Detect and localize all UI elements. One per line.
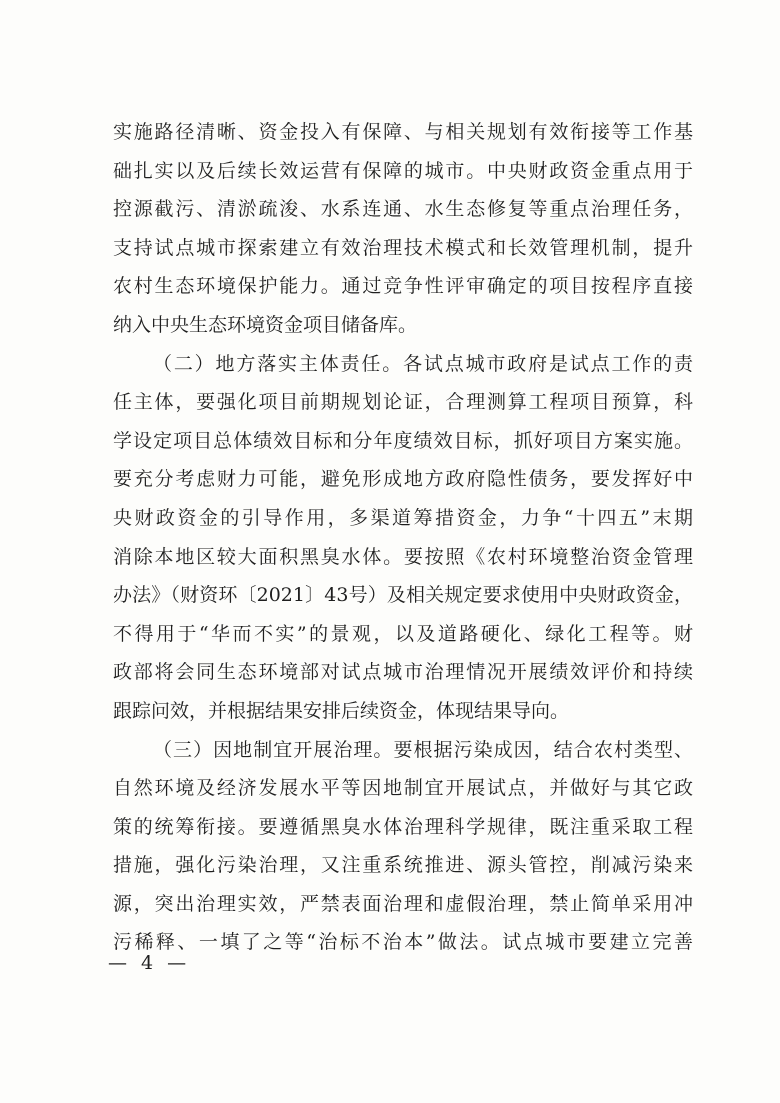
section-heading-line: （三）因地制宜开展治理。要根据污染成因，结合农村类型、 bbox=[153, 738, 693, 761]
text-line: 学设定项目总体绩效目标和分年度绩效目标，抓好项目方案实施。 bbox=[113, 429, 693, 452]
text-line: 消除本地区较大面积黑臭水体。要按照《农村环境整治资金管理 bbox=[113, 545, 693, 568]
text-line: 策的统筹衔接。要遵循黑臭水体治理科学规律，既注重采取工程 bbox=[113, 815, 693, 838]
text-line: 源，突出治理实效，严禁表面治理和虚假治理，禁止简单采用冲 bbox=[113, 892, 693, 915]
text-line: 污稀释、一填了之等“治标不治本”做法。试点城市要建立完善 bbox=[113, 931, 693, 954]
text-line: 央财政资金的引导作用，多渠道筹措资金，力争“十四五”末期 bbox=[113, 506, 693, 529]
text-line: 实施路径清晰、资金投入有保障、与相关规划有效衔接等工作基 bbox=[113, 121, 693, 143]
text-line: 措施，强化污染治理，又注重系统推进、源头管控，削减污染来 bbox=[113, 854, 693, 877]
text-line: 自然环境及经济发展水平等因地制宜开展试点，并做好与其它政 bbox=[113, 777, 693, 800]
text-line: 农村生态环境保护能力。通过竞争性评审确定的项目按程序直接 bbox=[113, 275, 693, 298]
text-line: 任主体，要强化项目前期规划论证，合理测算工程项目预算，科 bbox=[113, 391, 693, 414]
page-number: — 4 — bbox=[108, 952, 191, 974]
text-line: 要充分考虑财力可能，避免形成地方政府隐性债务，要发挥好中 bbox=[113, 468, 693, 491]
section-heading-line: （二）地方落实主体责任。各试点城市政府是试点工作的责 bbox=[153, 352, 693, 375]
body-text bbox=[113, 113, 693, 962]
text-line: 纳入中央生态环境资金项目储备库。 bbox=[113, 313, 418, 336]
text-line: 础扎实以及后续长效运营有保障的城市。中央财政资金重点用于 bbox=[113, 159, 693, 182]
text-line: 办法》（财资环〔2021〕43号）及相关规定要求使用中央财政资金， bbox=[113, 584, 693, 607]
text-line: 政部将会同生态环境部对试点城市治理情况开展绩效评价和持续 bbox=[113, 661, 693, 684]
text-line: 控源截污、清淤疏浚、水系连通、水生态修复等重点治理任务， bbox=[113, 198, 693, 221]
text-line: 跟踪问效，并根据结果安排后续资金，体现结果导向。 bbox=[113, 699, 570, 722]
text-line: 支持试点城市探索建立有效治理技术模式和长效管理机制，提升 bbox=[113, 236, 693, 259]
text-line: 不得用于“华而不实”的景观，以及道路硬化、绿化工程等。财 bbox=[113, 622, 693, 645]
